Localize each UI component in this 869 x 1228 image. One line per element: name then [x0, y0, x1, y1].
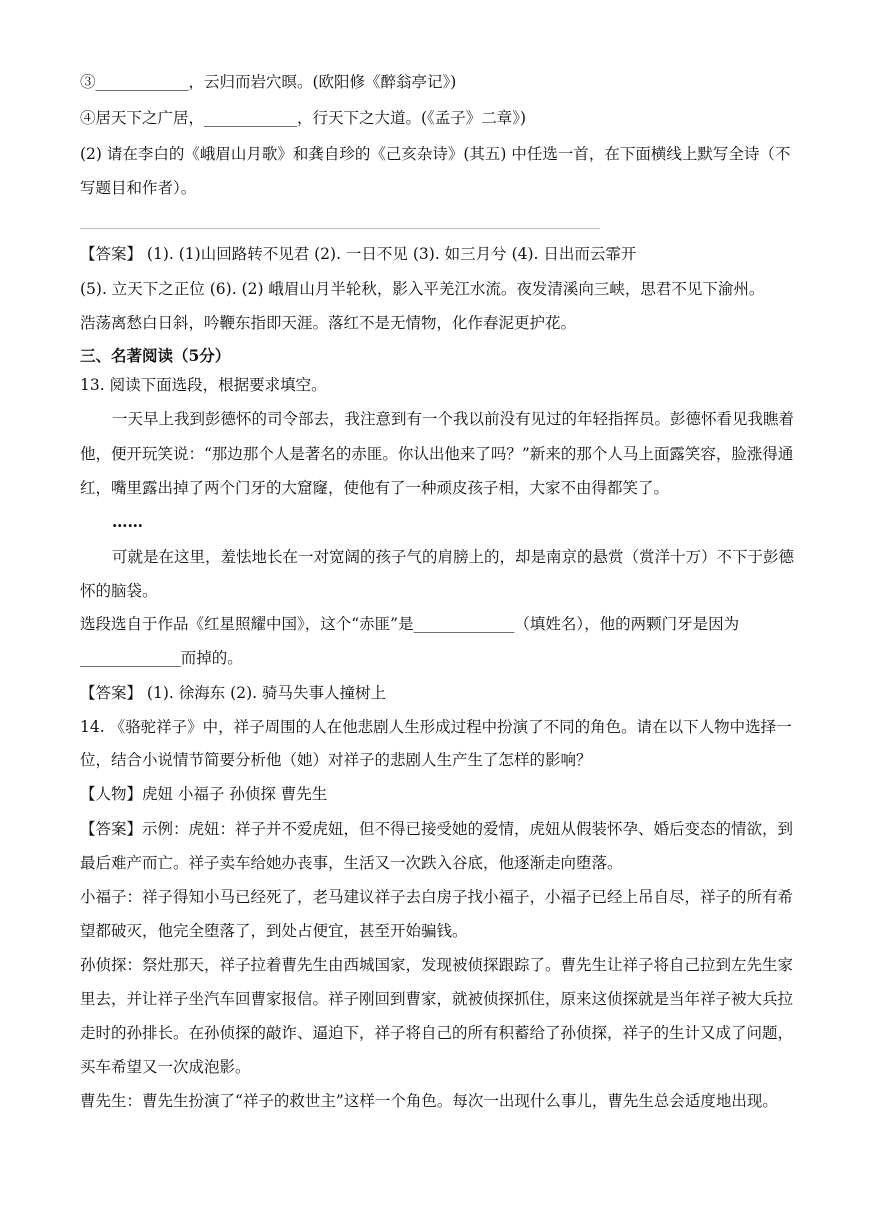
excerpt-paragraph-1-cont: 他，便开玩笑说：“那边那个人是著名的赤匪。你认出他来了吗？”新来的那个人马上面露笑容，脸涨得通	[80, 445, 794, 463]
ellipsis: ……	[112, 512, 143, 531]
answer-14-detective: 孙侦探：祭灶那天，祥子拉着曹先生由西城国家，发现被侦探跟踪了。曹先生让祥子将自己拉到左先生家	[80, 956, 794, 974]
question-2-prompt-cont: 写题目和作者）。	[80, 179, 197, 197]
answer-14-xiaofuzi: 小福子：祥子得知小马已经死了，老马建议祥子去白房子找小福子，小福子已经上吊自尽，祥子的所有希	[80, 888, 794, 906]
excerpt-paragraph-2: 可就是在这里，羞怯地长在一对宽阔的孩子气的肩膀上的，却是南京的悬赏（赏洋十万）不下于彭德	[112, 548, 795, 566]
question-13-fill-cont: _____________而掉的。	[80, 649, 243, 667]
answer-14-huniu-cont: 最后难产而亡。祥子卖车给她办丧事，生活又一次跌入谷底，他逐渐走向堕落。	[80, 854, 623, 872]
answer-12-line-1: 【答案】 (1). (1)山回路转不见君 (2). 一日不见 (3). 如三月兮 (4). 日出而云霏开	[80, 245, 637, 263]
answer-12-line-3: 浩荡离愁白日斜，吟鞭东指即天涯。落红不是无情物，化作春泥更护花。	[80, 314, 577, 332]
answer-14-xiaofuzi-cont: 望都破灭，他完全堕落了，到处占便宜，甚至开始骗钱。	[80, 922, 468, 940]
section-heading: 三、名著阅读（5分）	[80, 346, 231, 365]
answer-12-line-2: (5). 立天下之正位 (6). (2) 峨眉山月半轮秋，影入平羌江水流。夜发清溪向三峡，思君不见下渝州。	[80, 280, 765, 298]
answer-14-detective-cont-2: 走时的孙排长。在孙侦探的敲诈、逼迫下，祥子将自己的所有积蓄给了孙侦探，祥子的生计又成了问题，	[80, 1024, 794, 1042]
excerpt-paragraph-2-end: 怀的脑袋。	[80, 582, 158, 600]
answer-14-detective-cont: 里去，并让祥子坐汽车回曹家报信。祥子刚回到曹家，就被侦探抓住，原来这侦探就是当年祥子被大兵拉	[80, 990, 794, 1008]
answer-13: 【答案】 (1). 徐海东 (2). 骑马失事人撞树上	[80, 684, 386, 702]
poem-blank-4: ④居天下之广居，____________，行天下之大道。(《孟子》二章》)	[80, 109, 527, 127]
question-14-prompt: 14. 《骆驼祥子》中，祥子周围的人在他悲剧人生形成过程中扮演了不同的角色。请在以下人物中选择一	[80, 718, 792, 736]
characters-list: 【人物】虎妞 小福子 孙侦探 曹先生	[80, 785, 328, 803]
answer-14-huniu: 【答案】示例：虎妞：祥子并不爱虎妞，但不得已接受她的爱情，虎妞从假装怀孕、婚后变态的情欲，到	[80, 820, 794, 838]
question-14-prompt-cont: 位，结合小说情节简要分析他（她）对祥子的悲剧人生产生了怎样的影响？	[80, 751, 592, 769]
poem-blank-3: ③____________，云归而岩穴暝。(欧阳修《醉翁亭记》)	[80, 73, 457, 91]
question-13-prompt: 13. 阅读下面选段，根据要求填空。	[80, 376, 327, 394]
question-13-fill: 选段选自于作品《红星照耀中国》，这个“赤匪”是_____________（填姓名），他的两颗门牙是因为	[80, 615, 740, 633]
excerpt-paragraph-1-end: 红，嘴里露出掉了两个门牙的大窟窿，使他有了一种顽皮孩子相，大家不由得都笑了。	[80, 479, 670, 497]
answer-14-detective-end: 买车希望又一次成泡影。	[80, 1058, 251, 1076]
question-2-prompt: (2) 请在李白的《峨眉山月歌》和龚自珍的《己亥杂诗》(其五) 中任选一首，在下面横线上默写全诗（不	[80, 145, 791, 163]
answer-line	[80, 228, 600, 229]
answer-14-mrcao: 曹先生：曹先生扮演了“祥子的救世主”这样一个角色。每次一出现什么事儿，曹先生总会适度地出现。	[80, 1092, 778, 1110]
excerpt-paragraph-1: 一天早上我到彭德怀的司令部去，我注意到有一个我以前没有见过的年轻指挥员。彭德怀看见我瞧着	[112, 410, 795, 428]
